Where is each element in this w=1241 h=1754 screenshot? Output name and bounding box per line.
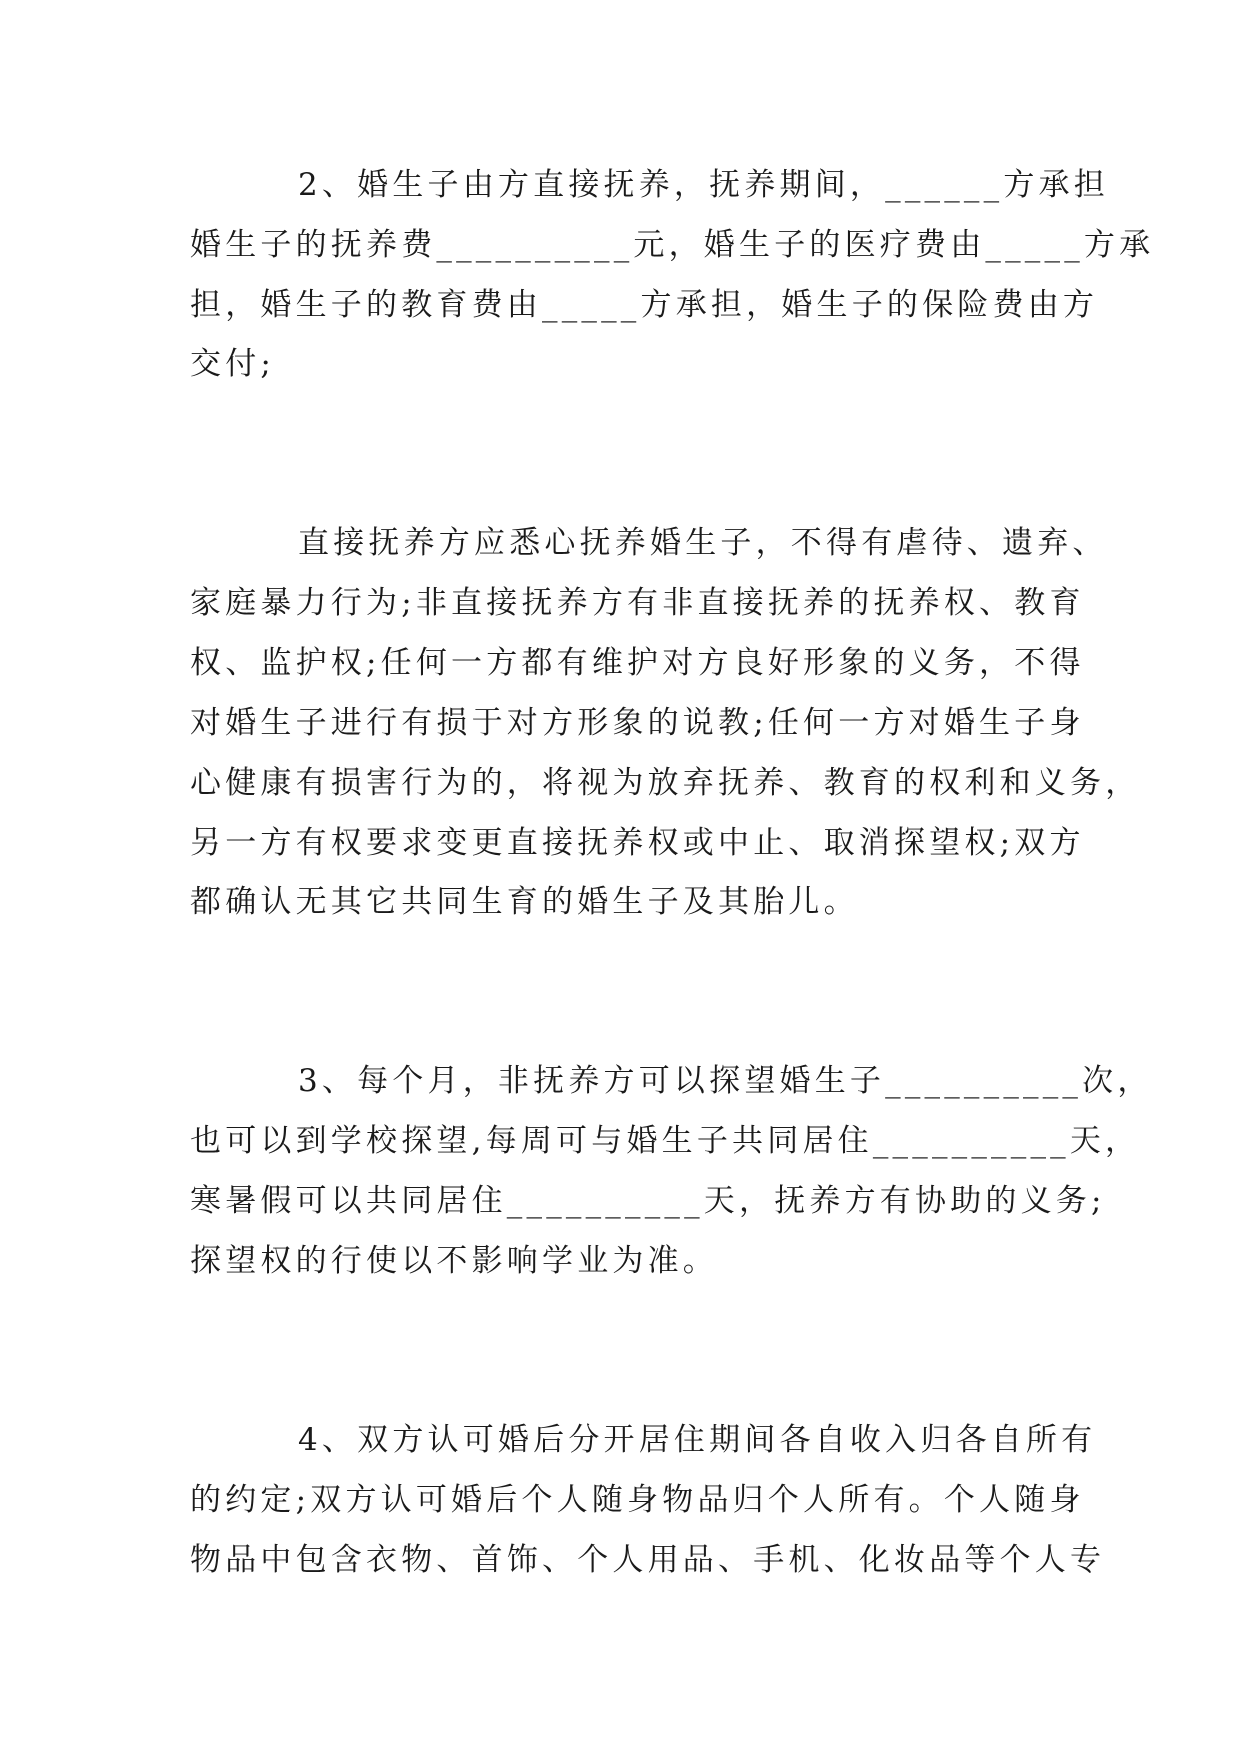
text-line: 心健康有损害行为的，将视为放弃抚养、教育的权利和义务， bbox=[190, 765, 1141, 801]
text-line: 4、双方认可婚后分开居住期间各自收入归各自所有 bbox=[298, 1422, 1097, 1458]
text-line: 也可以到学校探望,每周可与婚生子共同居住__________天， bbox=[190, 1123, 1141, 1159]
text-line: 担，婚生子的教育费由_____方承担，婚生子的保险费由方 bbox=[190, 287, 1099, 323]
text-line: 对婚生子进行有损于对方形象的说教;任何一方对婚生子身 bbox=[190, 705, 1085, 741]
text-line: 探望权的行使以不影响学业为准。 bbox=[190, 1243, 718, 1279]
text-line: 寒暑假可以共同居住__________天，抚养方有协助的义务; bbox=[190, 1183, 1106, 1219]
text-line: 交付; bbox=[190, 346, 276, 382]
text-line: 物品中包含衣物、首饰、个人用品、手机、化妆品等个人专 bbox=[190, 1542, 1106, 1578]
text-line: 家庭暴力行为;非直接抚养方有非直接抚养的抚养权、教育 bbox=[190, 585, 1085, 621]
text-line: 都确认无其它共同生育的婚生子及其胎儿。 bbox=[190, 884, 859, 920]
text-line: 直接抚养方应悉心抚养婚生子，不得有虐待、遗弃、 bbox=[298, 525, 1108, 561]
text-line: 婚生子的抚养费__________元，婚生子的医疗费由_____方承 bbox=[190, 227, 1155, 263]
text-line: 权、监护权;任何一方都有维护对方良好形象的义务，不得 bbox=[190, 645, 1085, 681]
text-line: 3、每个月，非抚养方可以探望婚生子__________次， bbox=[298, 1063, 1153, 1099]
text-line: 另一方有权要求变更直接抚养权或中止、取消探望权;双方 bbox=[190, 825, 1085, 861]
text-line: 的约定;双方认可婚后个人随身物品归个人所有。个人随身 bbox=[190, 1482, 1085, 1518]
text-line: 2、婚生子由方直接抚养，抚养期间，______方承担 bbox=[298, 167, 1109, 203]
